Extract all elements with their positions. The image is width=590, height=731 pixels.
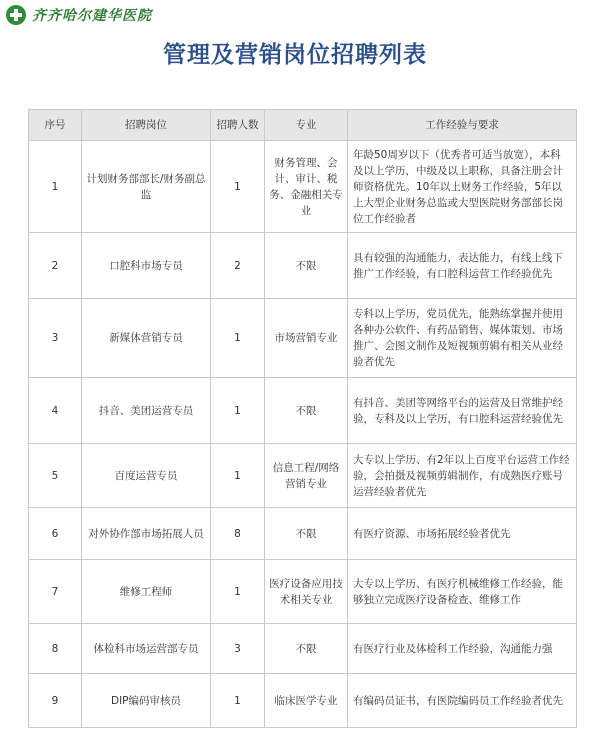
table-row	[29, 378, 577, 444]
row-major: 市场营销专业	[265, 299, 348, 378]
row-count: 3	[211, 624, 265, 674]
row-position: 计划财务部部长/财务副总监	[82, 141, 211, 233]
row-major: 临床医学专业	[265, 674, 348, 728]
row-position: 百度运营专员	[82, 444, 211, 508]
column-header-requirements: 工作经验与要求	[348, 110, 577, 141]
row-requirements: 大专以上学历、有医疗机械维修工作经验，能够独立完成医疗设备检查、维修工作	[348, 560, 577, 624]
table-row	[29, 233, 577, 299]
row-count: 1	[211, 378, 265, 444]
row-requirements: 有医疗资源、市场拓展经验者优先	[348, 508, 577, 560]
row-position: 新媒体营销专员	[82, 299, 211, 378]
row-requirements: 专科以上学历，党员优先，能熟练掌握并使用各种办公软件、有药品销售、媒体策划、市场推广、会图文制作及短视频剪辑有相关从业经验者优先	[348, 299, 577, 378]
row-count: 8	[211, 508, 265, 560]
row-major: 不限	[265, 378, 348, 444]
row-position: 口腔科市场专员	[82, 233, 211, 299]
row-count: 1	[211, 674, 265, 728]
row-position: 维修工程师	[82, 560, 211, 624]
row-number: 8	[29, 624, 82, 674]
row-position: 对外协作部市场拓展人员	[82, 508, 211, 560]
row-requirements: 具有较强的沟通能力，表达能力，有线上线下推广工作经验，有口腔科运营工作经验优先	[348, 233, 577, 299]
row-number: 1	[29, 141, 82, 233]
row-major: 不限	[265, 233, 348, 299]
column-header-position: 招聘岗位	[82, 110, 211, 141]
row-position: DIP编码审核员	[82, 674, 211, 728]
row-major: 财务管理、会计、审计、税务、金融相关专业	[265, 141, 348, 233]
row-position: 体检科市场运营部专员	[82, 624, 211, 674]
row-major: 不限	[265, 624, 348, 674]
hospital-name: 齐齐哈尔建华医院	[32, 8, 152, 24]
table-header-row	[29, 110, 577, 141]
row-major: 医疗设备应用技术相关专业	[265, 560, 348, 624]
row-count: 1	[211, 299, 265, 378]
page-title: 管理及营销岗位招聘列表	[163, 41, 427, 68]
row-number: 9	[29, 674, 82, 728]
row-requirements: 年龄50周岁以下（优秀者可适当放宽），本科及以上学历，中级及以上职称，具备注册会计师资格优先。10年以上财务工作经验，5年以上大型企业财务总监或大型医院财务部部长岗位工作经验者	[348, 141, 577, 233]
table-row	[29, 444, 577, 508]
column-header-count: 招聘人数	[211, 110, 265, 141]
row-requirements: 有抖音、美团等网络平台的运营及日常维护经验，专科及以上学历，有口腔科运营经验优先	[348, 378, 577, 444]
row-major: 不限	[265, 508, 348, 560]
row-count: 1	[211, 560, 265, 624]
column-header-no: 序号	[29, 110, 82, 141]
row-count: 2	[211, 233, 265, 299]
row-number: 7	[29, 560, 82, 624]
row-major: 信息工程/网络营销专业	[265, 444, 348, 508]
row-number: 2	[29, 233, 82, 299]
row-number: 4	[29, 378, 82, 444]
column-header-major: 专业	[265, 110, 348, 141]
table-row	[29, 299, 577, 378]
row-requirements: 大专以上学历、有2年以上百度平台运营工作经验，会拍摄及视频剪辑制作，有成熟医疗账号运营经验者优先	[348, 444, 577, 508]
table-row	[29, 624, 577, 674]
row-count: 1	[211, 141, 265, 233]
header	[6, 4, 152, 26]
row-position: 抖音、美团运营专员	[82, 378, 211, 444]
table-row	[29, 508, 577, 560]
row-requirements: 有医疗行业及体检科工作经验，沟通能力强	[348, 624, 577, 674]
row-requirements: 有编码员证书，有医院编码员工作经验者优先	[348, 674, 577, 728]
table-row	[29, 560, 577, 624]
table-row	[29, 141, 577, 233]
table-row	[29, 674, 577, 728]
recruitment-table	[28, 109, 577, 728]
row-number: 5	[29, 444, 82, 508]
hospital-logo-icon	[6, 5, 26, 25]
row-number: 3	[29, 299, 82, 378]
row-count: 1	[211, 444, 265, 508]
row-number: 6	[29, 508, 82, 560]
